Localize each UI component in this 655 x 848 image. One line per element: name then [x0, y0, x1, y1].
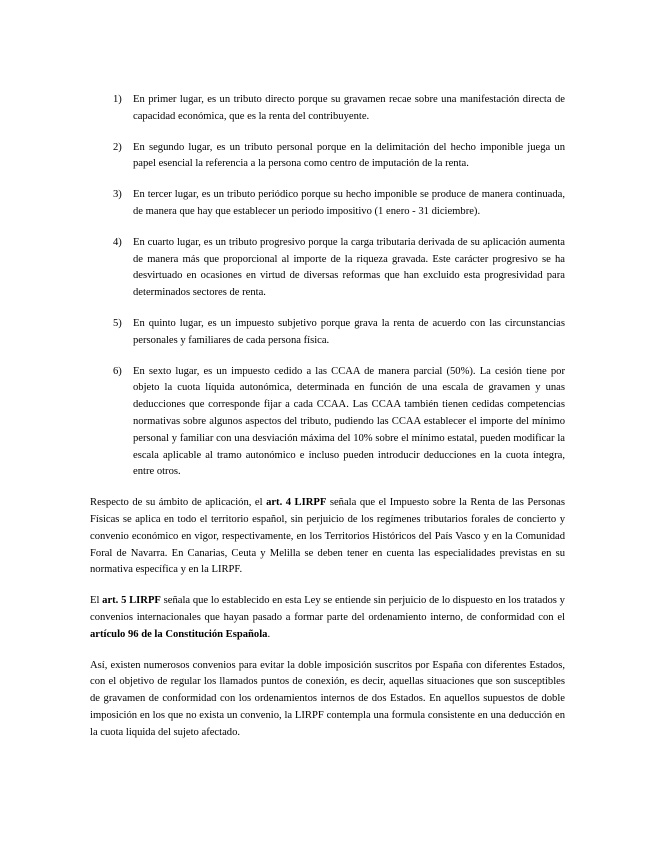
list-item-text: En cuarto lugar, es un tributo progresivo porque la carga tributaria derivada de su aplicación aumenta de manera más que proporcional al importe de la riqueza gravada. Este carácter progresivo se ha desvirtuado en ocasiones en virtud de diversas reformas que han excluido esta progresividad para determinados sectores de renta. — [133, 236, 565, 299]
scope-paragraph — [90, 495, 565, 579]
constitution-reference: artículo 96 de la Constitución Española — [90, 628, 268, 640]
list-item-number: 3) — [113, 189, 122, 201]
treaties-text-mid: señala que lo establecido en esta Ley se entiende sin perjuicio de lo dispuesto en los tratados y convenios internacionales que hayan pasado a formar parte del ordenamiento interno, de conformidad con el — [90, 595, 565, 623]
list-item — [90, 140, 565, 174]
list-item-text: En segundo lugar, es un tributo personal porque en la delimitación del hecho imponible juega un papel esencial la referencia a la persona como centro de imputación de la renta. — [133, 141, 565, 170]
list-item-number: 5) — [113, 317, 122, 329]
list-item-text: En sexto lugar, es un impuesto cedido a las CCAA de manera parcial (50%). La cesión tiene por objeto la cuota líquida autonómica, determinada en función de una escala de gravamen y unas deducciones que corresponde fijar a cada CCAA. Las CCAA también tienen cedidas competencias normativas sobre algunos aspectos del tributo, pudiendo las CCAA establecer el importe del mínimo personal y familiar con una desviación máxima del 10% sobre el mínimo estatal, pueden modificar la escala aplicable al tramo autonómico e incluso pueden introducir deducciones en la cuota íntegra, entre otros. — [133, 365, 565, 478]
list-item-number: 2) — [113, 141, 122, 153]
list-item-number: 4) — [113, 236, 122, 248]
treaties-text-pre: El — [90, 595, 103, 607]
double-taxation-paragraph: Así, existen numerosos convenios para evitar la doble imposición suscritos por España con diferentes Estados, con el objetivo de regular los llamados puntos de conexión, es decir, aquellas situaciones que son susceptibles de gravamen de conformidad con los ordenamientos internos de dos Estados. En aquellos supuestos de doble imposición en los que no exista un convenio, la LIRPF contempla una formula consistente en una deducción en la cuota liquida del sujeto afectado. — [90, 659, 565, 738]
treaties-text-post: . — [267, 628, 271, 640]
treaties-paragraph — [90, 593, 565, 643]
list-item-text: En quinto lugar, es un impuesto subjetivo porque grava la renta de acuerdo con las circunstancias personales y familiares de cada persona física. — [133, 317, 565, 346]
art4-reference: art. 4 LIRPF — [266, 497, 327, 509]
list-item — [90, 316, 565, 350]
scope-text-post: señala que el Impuesto sobre la Renta de las Personas Físicas se aplica en todo el territorio español, sin perjuicio de los regímenes tributarios forales de concierto y convenio económico en vigor, respectivamente, en los Territorios Históricos del País Vasco y en la Comunidad Foral de Navarra. En Canarias, Ceuta y Melilla se deben tener en cuenta las especialidades previstas en su normativa específica y en la LIRPF. — [90, 497, 565, 576]
list-item — [90, 92, 565, 126]
scope-text-pre: Respecto de su ámbito de aplicación, el — [90, 497, 267, 509]
list-item — [90, 187, 565, 221]
list-item-text: En tercer lugar, es un tributo periódico porque su hecho imponible se produce de manera continuada, de manera que hay que establecer un periodo impositivo (1 enero - 31 diciembre). — [133, 189, 565, 217]
characteristics-list — [90, 92, 565, 481]
list-item-text: En primer lugar, es un tributo directo porque su gravamen recae sobre una manifestación directa de capacidad económica, que es la renta del contribuyente. — [133, 94, 565, 122]
art5-reference: art. 5 LIRPF — [102, 595, 161, 607]
list-item-number: 1) — [113, 94, 122, 105]
list-item — [90, 235, 565, 302]
list-item-number: 6) — [113, 365, 122, 377]
list-item — [90, 364, 565, 482]
